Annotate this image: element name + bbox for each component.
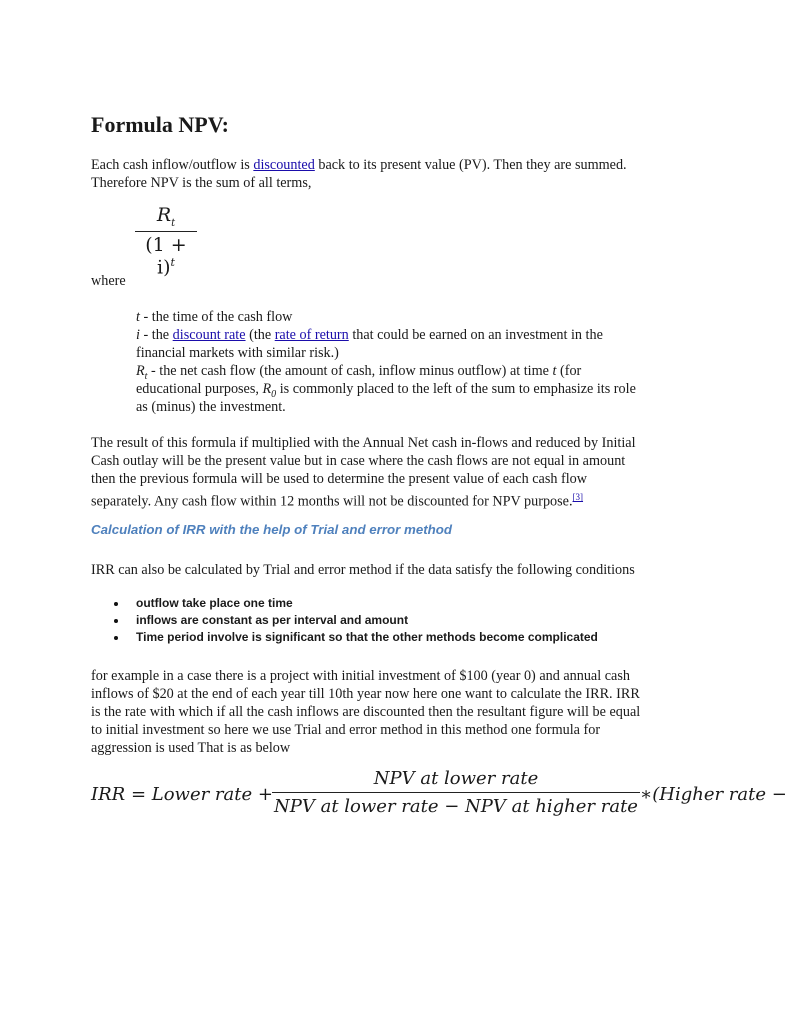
definition-t — [136, 308, 292, 326]
irr-fraction — [272, 768, 640, 817]
bullet-icon — [114, 636, 118, 640]
irr-fraction-bar — [272, 792, 640, 793]
result-para-line-4 — [91, 488, 583, 511]
discounted-link[interactable]: discounted — [253, 157, 315, 173]
formula-numerator: R — [156, 204, 172, 226]
irr-numerator: NPV at lower rate — [373, 768, 539, 789]
var-i: i — [136, 327, 140, 343]
example-para-line-1: for example in a case there is a project with initial investment of $100 (year 0) and annual cash — [91, 668, 630, 684]
definition-i-line-1 — [136, 326, 603, 344]
result-para-line-3: then the previous formula will be used to determine the present value of each cash flow — [91, 471, 588, 487]
var-r0: R — [262, 381, 272, 397]
var-r0-sub: 0 — [271, 388, 277, 400]
fraction-bar — [135, 231, 197, 232]
discount-rate-link[interactable]: discount rate — [172, 327, 246, 343]
bullet-icon — [114, 619, 118, 623]
citation-link[interactable]: [3] — [572, 492, 584, 502]
result-para-text: separately. Any cash flow within 12 months will not be discounted for NPV purpose. — [91, 493, 573, 510]
irr-heading: Calculation of IRR with the help of Trial and error method — [91, 522, 453, 537]
bullet-icon — [114, 602, 118, 606]
page-title: Formula NPV: — [91, 112, 229, 137]
definition-i-line-2: financial markets with similar risk.) — [136, 345, 339, 361]
definition-i-mid: (the — [245, 327, 275, 343]
var-t: t — [136, 309, 140, 325]
definition-i-pre: - the — [139, 327, 173, 343]
definition-r2-post: is commonly placed to the left of the sum to emphasize its role — [276, 381, 636, 397]
definition-r-line-3: as (minus) the investment. — [136, 399, 286, 415]
irr-denominator: NPV at lower rate − NPV at higher rate — [274, 796, 638, 817]
example-para-line-4: to initial investment so here we use Trial and error method in this method one formula for — [91, 722, 601, 738]
intro-line-1 — [91, 156, 627, 174]
definition-r-text: - the net cash flow (the amount of cash, inflow minus outflow) at time — [147, 363, 553, 379]
where-label: where — [91, 273, 126, 289]
definition-t-text: - the time of the cash flow — [139, 309, 293, 325]
var-r-sub: t — [144, 370, 148, 382]
irr-formula-lhs: IRR = Lower rate + — [91, 784, 273, 805]
formula-denominator-sup: t — [170, 255, 175, 269]
condition-text: inflows are constant as per interval and amount — [136, 613, 409, 627]
formula-denominator: (1 + i) — [145, 233, 187, 279]
result-para-line-1: The result of this formula if multiplied with the Annual Net cash in-flows and reduced by Initial — [91, 435, 636, 451]
irr-intro: IRR can also be calculated by Trial and error method if the data satisfy the following conditions — [91, 562, 635, 578]
intro-text-pre: Each cash inflow/outflow is — [91, 157, 254, 173]
var-r: R — [136, 363, 145, 379]
formula-numerator-sub: t — [171, 217, 176, 229]
condition-text: Time period involve is significant so that the other methods become complicated — [136, 630, 598, 644]
irr-formula-tail: ∗(Higher rate − — [640, 784, 787, 805]
definition-r-end: (for — [556, 363, 582, 379]
rate-of-return-link[interactable]: rate of return — [274, 327, 349, 343]
example-para-line-3: is the rate with which if all the cash inflows are discounted then the resultant figure will be equal — [91, 704, 641, 720]
definition-r2-pre: educational purposes, — [136, 381, 263, 397]
list-item — [91, 595, 598, 612]
example-para-line-2: inflows of $20 at the end of each year till 10th year now here one want to calculate the IRR. IRR — [91, 686, 640, 702]
intro-line-2: Therefore NPV is the sum of all terms, — [91, 175, 312, 191]
result-para-line-2: Cash outlay will be the present value but in case where the cash flows are not equal in amount — [91, 453, 626, 469]
definition-i-post: that could be earned on an investment in the — [348, 327, 603, 343]
list-item — [91, 612, 598, 629]
npv-term-formula — [135, 204, 197, 278]
conditions-list — [91, 595, 598, 646]
condition-text: outflow take place one time — [136, 596, 293, 610]
var-t-inline: t — [552, 363, 557, 379]
example-para-line-5: aggression is used That is as below — [91, 740, 291, 756]
intro-text-post: back to its present value (PV). Then they are summed. — [314, 157, 627, 173]
list-item — [91, 629, 598, 646]
